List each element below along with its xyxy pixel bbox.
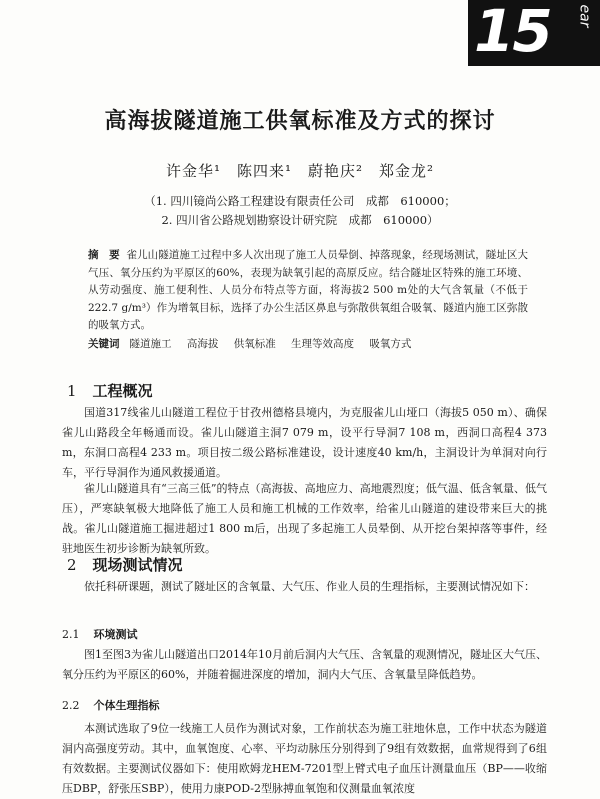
issue-side-text: ear [576, 4, 593, 28]
paragraph: 国道317线雀儿山隧道工程位于甘孜州德格县境内，为克服雀儿山垭口（海拔5 050 m）、确保雀儿山路段全年畅通而设。雀儿山隧道主洞7 079 m，设平行导洞7 108 m，西洞口高程4 373 m，东洞口高程4 233 m。项目按二级公路标准建设，设计速度40 km/h，主洞设计为单洞对向行车，平行导洞作为通风救援通道。 [62, 406, 547, 479]
section-title: 工程概况 [92, 382, 153, 400]
subsection-title: 个体生理指标 [93, 699, 160, 712]
subsection-number: 2.1 [62, 628, 80, 641]
subsection-heading-2-1 [62, 626, 138, 642]
subsection-number: 2.2 [62, 699, 80, 712]
paragraph: 雀儿山隧道具有“三高三低”的特点（高海拔、高地应力、高地震烈度；低气温、低含氧量、低气压），严寒缺氧极大地降低了施工人员和施工机械的工作效率，给雀儿山隧道的建设带来巨大的挑战。雀儿山隧道施工掘进超过1 800 m后，出现了多起施工人员晕倒、从开挖台架掉落等事件，经驻地医生初步诊断为缺氧所致。 [62, 482, 547, 555]
paragraph: 图1至图3为雀儿山隧道出口2014年10月前后洞内大气压、含氧量的观测情况，隧址区大气压、氧分压约为平原区的60%，并随着掘进深度的增加，洞内大气压、含氧量呈降低趋势。 [62, 648, 547, 681]
authors: 许金华¹ 陈四来¹ 蔚艳庆² 郑金龙² [165, 162, 435, 180]
subsection-heading-2-2 [62, 697, 160, 713]
affiliation-1: （1. 四川镜尚公路工程建设有限责任公司 成都 610000； [144, 194, 456, 208]
keyword: 高海拔 [186, 338, 219, 350]
section-title: 现场测试情况 [92, 556, 183, 574]
section-heading-1 [67, 380, 153, 401]
keywords-label: 关键词 [88, 338, 120, 350]
issue-badge [468, 0, 600, 66]
abstract-text: 雀儿山隧道施工过程中多人次出现了施工人员晕倒、掉落现象，经现场测试，隧址区大气压、氧分压约为平原区的60%，表现为缺氧引起的高原反应。结合隧址区特殊的施工环境、从劳动强度、施工便利性、人员分布特点等方面，将海拔2 500 m处的大气含氧量（不低于222.7 g/m³）作为增氧目标，选择了办公生活区鼻息与弥散供氧组合吸氧、隧道内施工区弥散的吸氧方式。 [88, 249, 528, 331]
paragraph: 本测试选取了9位一线施工人员作为测试对象，工作前状态为施工驻地休息，工作中状态为隧道洞内高强度劳动。其中，血氧饱度、心率、平均动脉压分别得到了9组有效数据，血常规得到了6组有效数据。主要测试仪器如下：使用欧姆龙HEM-7201型上臂式电子血压计测量血压（BP——收缩压DBP，舒张压SBP），使用力康POD-2型脉搏血氧饱和仪测量血氧浓度 [62, 722, 547, 795]
keyword: 供氧标准 [233, 338, 276, 350]
abstract [88, 247, 528, 335]
paragraph: 依托科研课题，测试了隧址区的含氧量、大气压、作业人员的生理指标，主要测试情况如下： [84, 580, 535, 593]
affiliation-2: 2. 四川省公路规划勘察设计研究院 成都 610000） [161, 213, 439, 227]
section-heading-2 [67, 554, 183, 575]
keyword: 生理等效高度 [291, 338, 355, 350]
section-number: 1 [67, 382, 77, 400]
issue-number: 15 [474, 0, 551, 65]
keyword: 吸氧方式 [369, 338, 412, 350]
section-number: 2 [67, 556, 77, 574]
keyword: 隧道施工 [129, 338, 172, 350]
subsection-title: 环境测试 [93, 628, 138, 641]
paper-title: 高海拔隧道施工供氧标准及方式的探讨 [104, 109, 496, 134]
keywords [88, 336, 423, 351]
abstract-label: 摘 要 [88, 249, 120, 261]
